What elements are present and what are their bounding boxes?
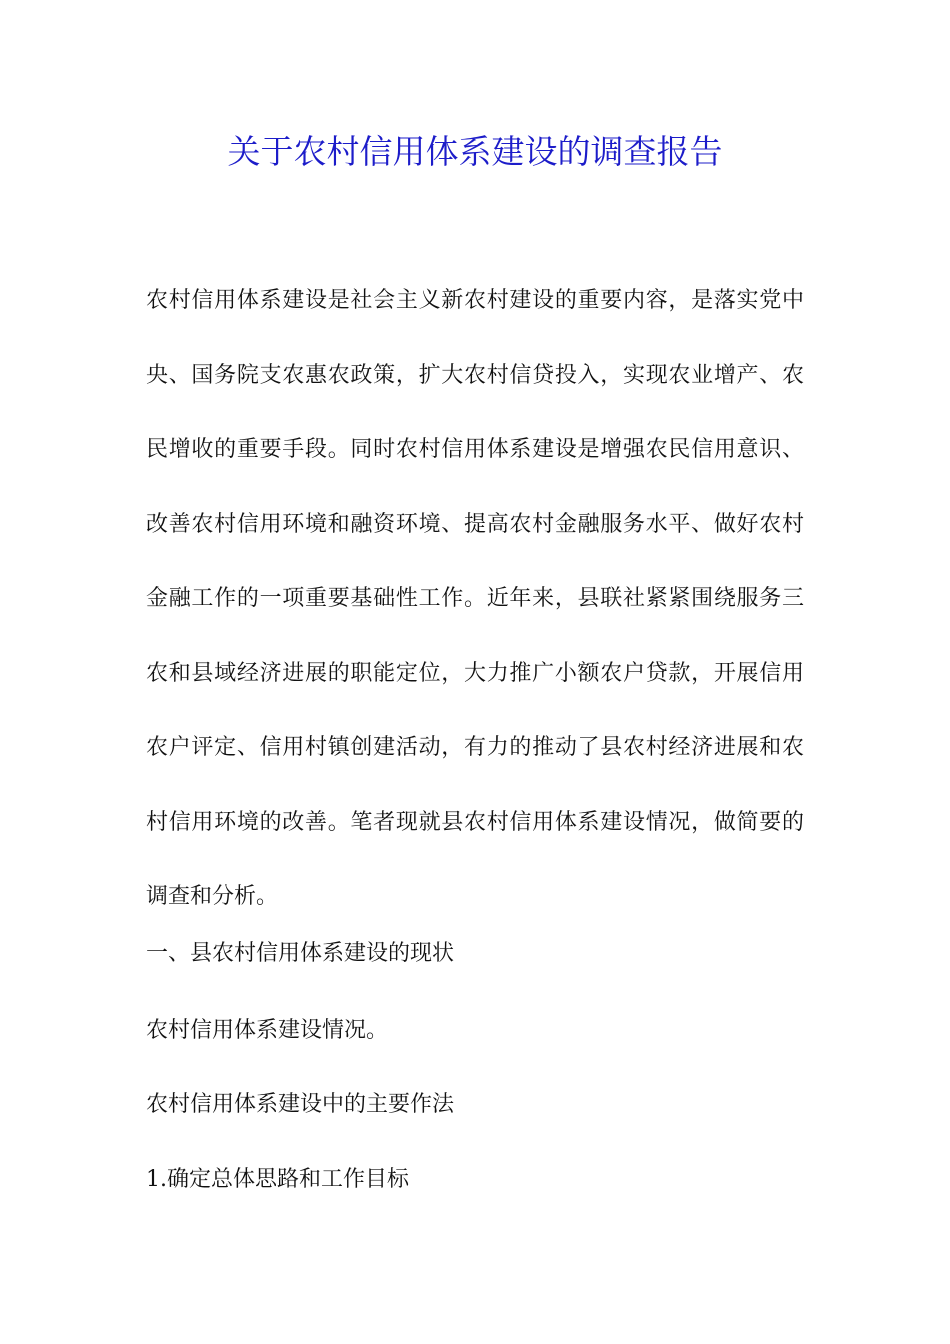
subheading-credit-system-status: 农村信用体系建设情况。: [146, 1018, 389, 1043]
section-heading: 一、县农村信用体系建设的现状: [146, 941, 455, 966]
intro-paragraph: 农村信用体系建设是社会主义新农村建设的重要内容，是落实党中央、国务院支农惠农政策，扩大农村信贷投入，实现农业增产、农民增收的重要手段。同时农村信用体系建设是增强农民信用意识、改善农村信用环境和融资环境、提高农村金融服务水平、做好农村金融工作的一项重要基础性工作。近年来，县联社紧紧围绕服务三农和县域经济进展的职能定位，大力推广小额农户贷款，开展信用农户评定、信用村镇创建活动，有力的推动了县农村经济进展和农村信用环境的改善。笔者现就县农村信用体系建设情况，做简要的调查和分析。: [146, 288, 804, 909]
list-item-1: 1.确定总体思路和工作目标: [146, 1167, 409, 1192]
document-title: 关于农村信用体系建设的调查报告: [227, 132, 723, 171]
subheading-main-practices: 农村信用体系建设中的主要作法: [146, 1092, 455, 1117]
